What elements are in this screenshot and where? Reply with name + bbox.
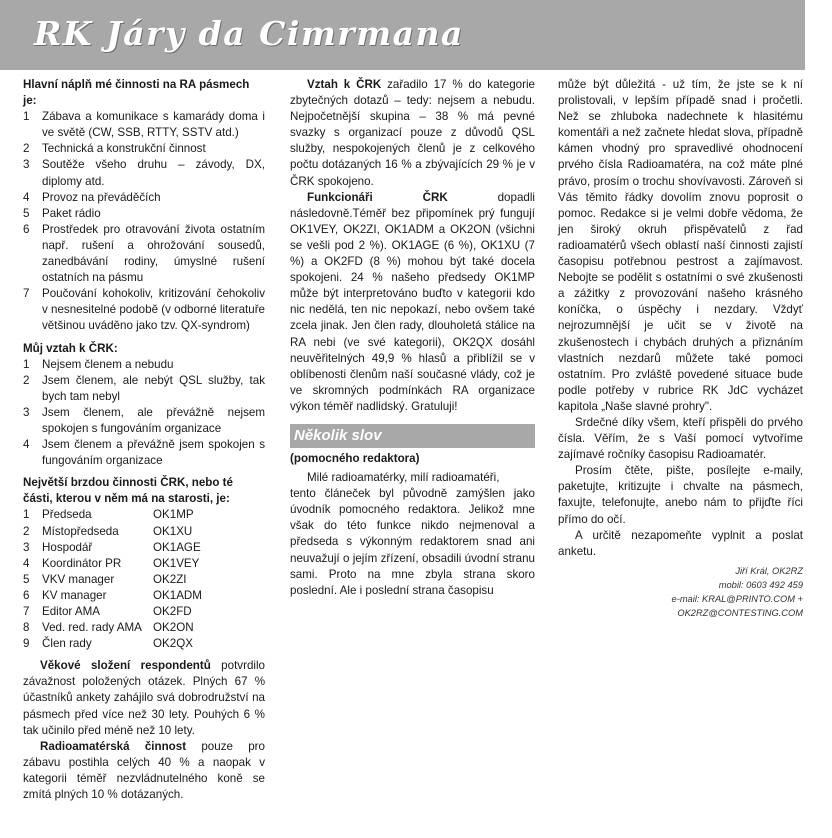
relation-list — [23, 357, 265, 470]
table-row — [23, 507, 265, 523]
section-heading: Několik slov — [290, 424, 535, 448]
list-item — [23, 357, 265, 373]
list-item-number: 3 — [23, 158, 30, 172]
list-item-text: Soutěže všeho druhu – závody, DX, diplomy atd. — [42, 158, 265, 188]
officer-callsign: OK1VEY — [153, 556, 200, 570]
officer-number: 6 — [23, 588, 30, 602]
officer-role: Člen rady — [42, 637, 92, 651]
list-item-text: Provoz na převáděčích — [42, 190, 161, 204]
list-item-number: 5 — [23, 206, 30, 220]
paragraph-activity — [23, 739, 265, 803]
officers-table — [23, 507, 265, 652]
list-item-number: 1 — [23, 110, 30, 124]
list-item-number: 2 — [23, 142, 30, 156]
table-row — [23, 620, 265, 636]
paragraph-intro: tento článeček byl původně zamýšlen jako úvodník pomocného redaktora. Jelikož mne však do této funkce nikdo nejmenoval a předseda s výkonným redaktorem snad ani neuvažují o jejím zřízení, obsadili úvodní stranu sami. Proto na mne zbyla strana skoro poslední. Ale i poslední strana časopisu — [290, 487, 535, 597]
officer-callsign: OK2FD — [153, 605, 192, 618]
officer-callsign: OK1XU — [153, 524, 193, 538]
officer-callsign: OK1MP — [153, 508, 194, 522]
banner-title: RK Járy da Cimrmana — [34, 14, 464, 53]
table-row — [23, 572, 265, 588]
list-item-text: Prostředek pro otravování života ostatním např. rušení a ohrožování sousedů, zanedbávání rodiny, úmyslné rušení ostatních na pásmu — [42, 222, 265, 285]
paragraph-age-lead: Věkové složení respondentů — [40, 659, 211, 673]
paragraph-age — [23, 658, 265, 738]
officer-role: Ved. red. rady AMA — [42, 621, 142, 635]
officer-role: KV manager — [42, 588, 107, 602]
list-item-text: Jsem členem, ale nebýt QSL služby, tak bych tam nebyl — [42, 373, 265, 403]
list-item-text: Technická a konstrukční činnost — [42, 142, 206, 156]
column-middle — [290, 77, 535, 599]
officer-role: Předseda — [42, 508, 92, 522]
paragraph-continuation: může být důležitá - už tím, že jste se k ní prolistovali, v lepším případě snad i pročetli. Než se zhluboka nadechnete k hlasitému komentáři a než začnete hledat slova, případně kámen vhodný pro spravedlivé ohodnocení prvého čísla Radioamatéra, na což máte plné právo, prosím o trochu shovívavosti. Zároveň si Vás těmito řádky dovolím znovu poprosit o pomoc. Redakce si je velmi dobře vědoma, že jen široký okruh přispěvatelů z řad radioamatérů všech oblastí naší činnosti zajistí časopisu potřebnou pestrost a zajímavost. Nebojte se podělit s ostatními o své zkušenosti a zážitky z provozování našeho krásného koníčka, o úspěchy i nezdary. Vždyť nejrozumnější je učit se v životě na zkušenostech i chybách druhých a přiznáním vlastních nezdarů můžete také pomoci ostatním. Pro zvláště povedené situace bude podle potřeby v rubrice RK JdC vycházet kapitola „Naše slavné prohry". — [558, 78, 803, 413]
list-item — [23, 373, 265, 405]
greeting-line: Milé radioamatérky, milí radioamatéři, — [307, 471, 500, 485]
signature-email: e-mail: KRAL@PRINTO.COM + OK2RZ@CONTESTING.COM — [671, 594, 803, 619]
list-item-text: Nejsem členem a nebudu — [42, 357, 174, 371]
list-item — [23, 222, 265, 286]
officer-callsign: OK1AGE — [153, 540, 201, 554]
list-item-number: 7 — [23, 287, 30, 301]
paragraph-age-text: potvrdilo závažnost položených otázek. Plných 67 % účastníků ankety zahájilo svá dobrodružství na pásmech před více než 30 lety. Pouhých 6 % tak učinilo před méně než 10 lety. — [23, 659, 266, 737]
list-item — [23, 405, 265, 437]
table-row — [23, 636, 265, 652]
list-item-number: 4 — [23, 190, 30, 204]
paragraph-activity-text: pouze pro zábavu postihla celých 40 % a naopak v kategorii téměř nezvládnutelného koně se zmítá plných 10 % dotázaných. — [23, 739, 265, 802]
table-row — [23, 524, 265, 540]
list-item-number: 2 — [23, 373, 30, 387]
list-item-number: 6 — [23, 222, 30, 236]
heading-main-activity: Hlavní náplň mé činnosti na RA pásmech je: — [23, 78, 250, 108]
heading-relation: Můj vztah k ČRK: — [23, 341, 118, 355]
officer-callsign: OK1ADM — [153, 588, 202, 602]
officer-number: 2 — [23, 524, 30, 538]
column-left — [23, 77, 265, 803]
list-item — [23, 190, 265, 206]
table-row — [23, 556, 265, 572]
list-item — [23, 157, 265, 189]
list-item-text: Jsem členem a převážně jsem spokojen s fungováním organizace — [42, 438, 265, 468]
paragraph-relation-result — [290, 77, 535, 190]
list-item — [23, 206, 265, 222]
officer-number: 1 — [23, 508, 30, 522]
officer-number: 7 — [23, 605, 30, 618]
paragraph-activity-lead: Radioamatérská činnost — [40, 739, 187, 753]
list-item-text: Poučování kohokoliv, kritizování čehokoliv v nesnesitelné podobě (v odborné literatuře většinou uváděno jako tzv. QX-syndrom) — [42, 287, 266, 333]
table-row — [23, 540, 265, 556]
officer-number: 4 — [23, 556, 30, 570]
officer-role: VKV manager — [42, 572, 115, 586]
heading-obstacle: Největší brzdou činnosti ČRK, nebo té části, kterou v něm má na starosti, je: — [23, 476, 233, 506]
paragraph-relation-text: zařadilo 17 % do kategorie zbytečných dotazů – tedy: nejsem a nebudu. Nejpočetnější skupina – 38 % má pevné svazky s organizací pouze z důvodů QSL služby, nespokojených členů je z celkového počtu dotázaných 16 % a zbývajících 29 % je v ČRK spokojeno. — [290, 78, 535, 188]
list-item-number: 4 — [23, 438, 30, 452]
list-item-number: 1 — [23, 357, 30, 371]
paragraph-officers-lead: Funkcionáři ČRK — [307, 190, 448, 204]
officer-number: 5 — [23, 572, 30, 586]
table-row — [23, 604, 265, 620]
officer-role: Koordinátor PR — [42, 556, 122, 570]
officer-number: 8 — [23, 621, 30, 635]
paragraph-officers-text: dopadli následovně.Téměř bez připomínek prý fungují OK1VEY, OK2ZI, OK1ADM a OK2ON (všichni se vešli pod 2 %). OK1AGE (6 %), OK1XU (7 %) a OK2FD (8 %) mohou být také docela spokojeni. 24 % našeho předsedy OK1MP může být interpretováno buďto v kategorii kdo nic nedělá, ten nic nepokazí, nebo ovšem také zcela jinak. Jen člen rady, dlouholetá stálice na RA nebi (ve své kategorii), OK2QX dosáhl neuvěřitelných 49,9 % hlasů a přiblížil se v oblíbenosti členům naší současné vlády, což je ve skromných podmínkách RA organizace výkon téměř nadlidský. Gratuluji! — [290, 190, 535, 413]
officer-callsign: OK2ON — [153, 621, 194, 635]
list-item-text: Zábava a komunikace s kamarády doma i ve světě (CW, SSB, RTTY, SSTV atd.) — [42, 110, 265, 140]
section-subheading: (pomocného redaktora) — [290, 451, 420, 465]
header-banner — [0, 0, 805, 70]
officer-callsign: OK2QX — [153, 637, 193, 651]
activity-list — [23, 109, 265, 334]
list-item-number: 3 — [23, 405, 30, 419]
officer-role: Editor AMA — [42, 605, 100, 618]
list-item-text: Jsem členem, ale převážně nejsem spokojen s fungováním organizace — [42, 405, 265, 435]
officer-number: 3 — [23, 540, 30, 554]
officer-callsign: OK2ZI — [153, 572, 187, 586]
list-item — [23, 109, 265, 141]
list-item — [23, 286, 265, 334]
officer-role: Hospodář — [42, 540, 93, 554]
signature-name: Jiří Král, OK2RZ — [735, 565, 803, 576]
officer-role: Místopředseda — [42, 524, 119, 538]
paragraph-survey: A určitě nezapomeňte vyplnit a poslat anketu. — [558, 528, 803, 558]
signature-mobile: mobil: 0603 492 459 — [718, 580, 803, 591]
column-right — [558, 77, 803, 621]
list-item-text: Paket rádio — [42, 206, 101, 220]
paragraph-relation-lead: Vztah k ČRK — [307, 78, 382, 91]
paragraph-officers-result — [290, 190, 535, 415]
list-item — [23, 437, 265, 469]
table-row — [23, 588, 265, 604]
paragraph-thanks: Srdečné díky všem, kteří přispěli do prvého čísla. Věřím, že s Vaší pomocí vytvoříme zajímavé ročníky časopisu Radioamatér. — [558, 415, 803, 462]
list-item — [23, 141, 265, 157]
paragraph-request: Prosím čtěte, pište, posílejte e-maily, paketujte, kritizujte i chvalte na pásmech, faxujte, telefonujte, anebo nám to přijďte říci přímo do očí. — [558, 464, 803, 526]
officer-number: 9 — [23, 637, 30, 651]
